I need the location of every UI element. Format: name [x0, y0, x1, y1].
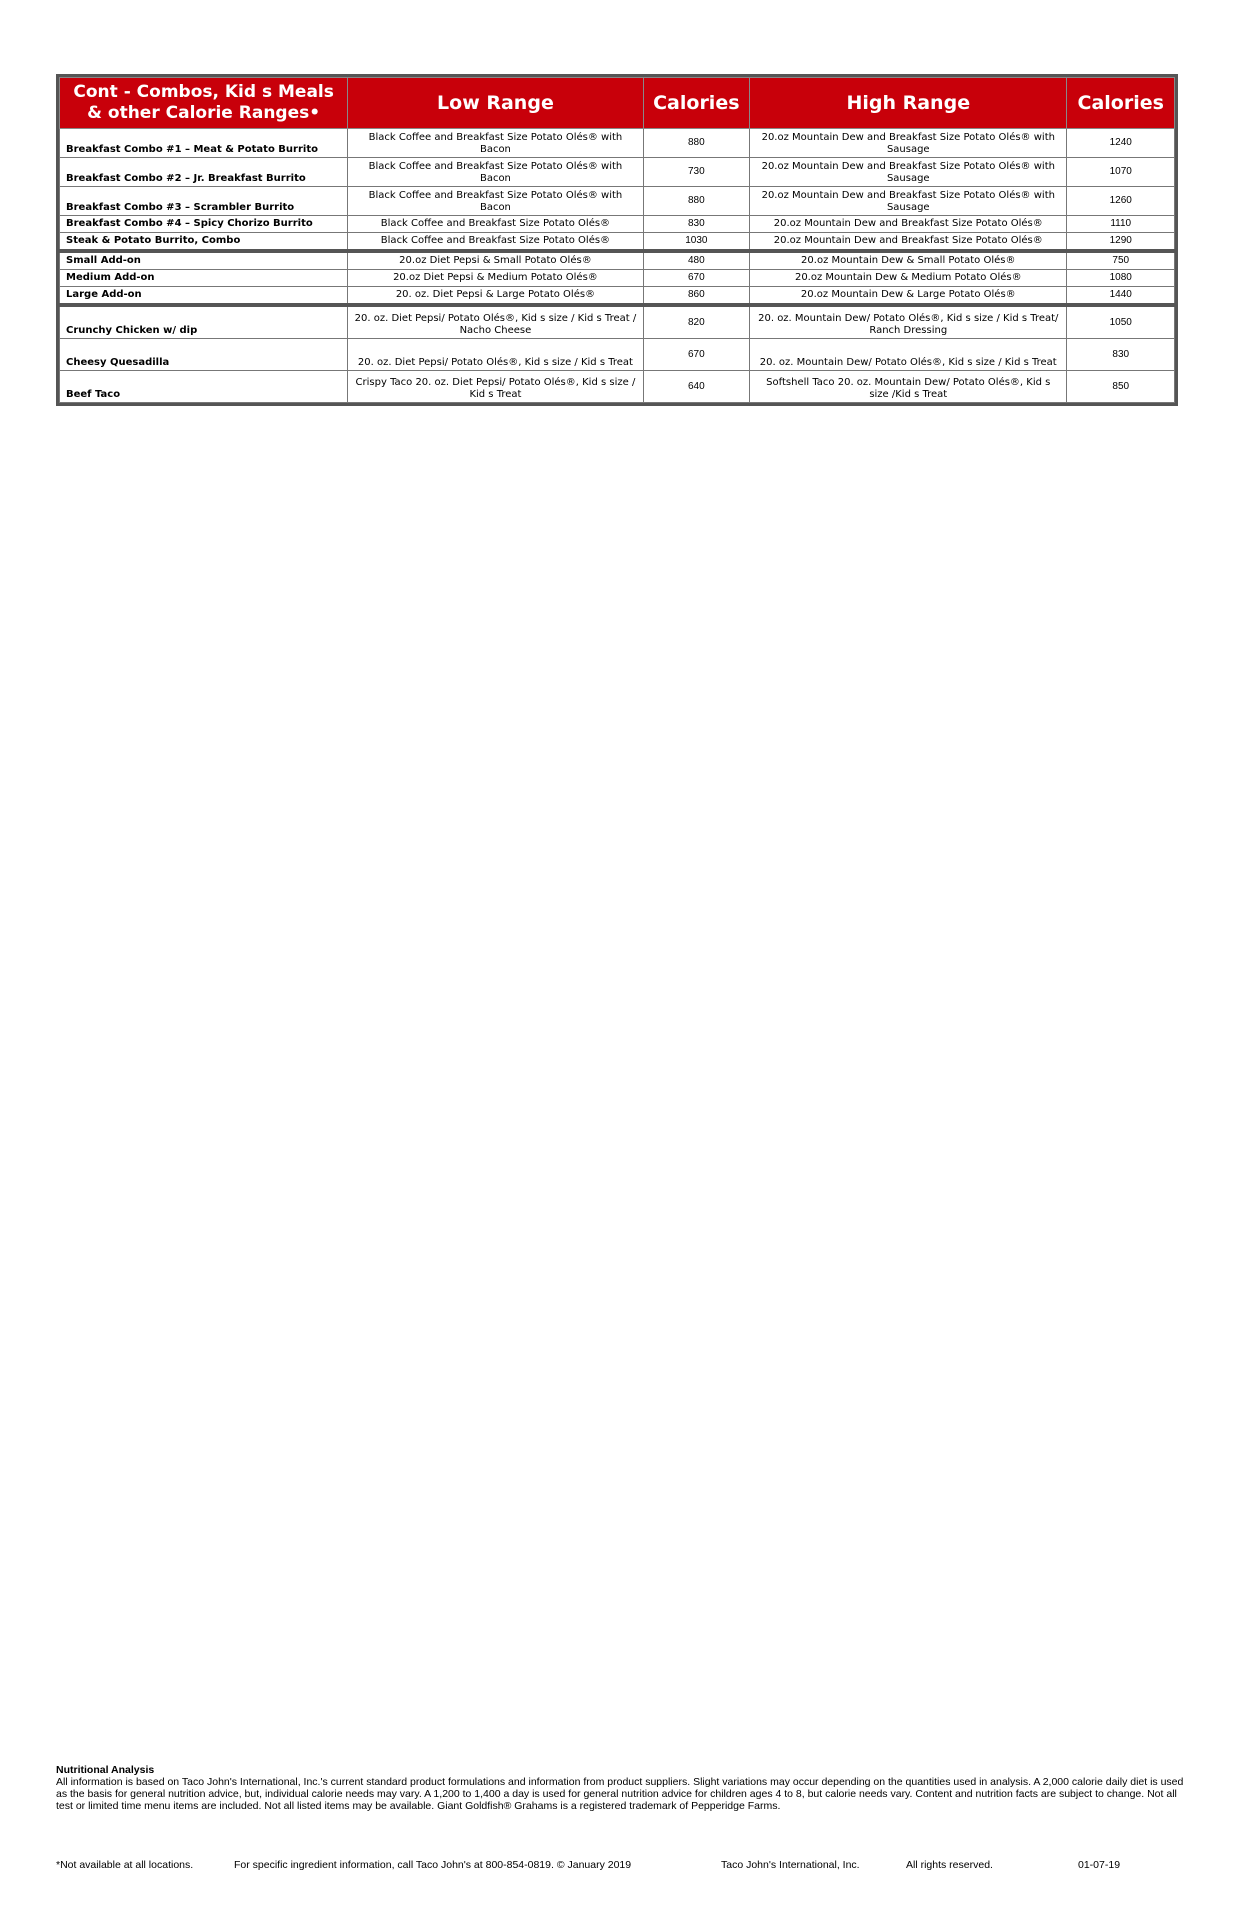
low-calories: 880: [643, 129, 749, 158]
low-calories: 480: [643, 251, 749, 270]
low-range-combo: Black Coffee and Breakfast Size Potato Olés®: [348, 233, 643, 252]
table-row: [60, 158, 1175, 187]
calorie-ranges-table: [59, 77, 1175, 403]
calorie-table-wrapper: [56, 74, 1178, 406]
header-high-calories: Calories: [1067, 78, 1175, 129]
item-name: Breakfast Combo #3 – Scrambler Burrito: [60, 187, 348, 216]
high-calories: 750: [1067, 251, 1175, 270]
high-range-combo: 20.oz Mountain Dew & Small Potato Olés®: [750, 251, 1067, 270]
low-range-combo: Black Coffee and Breakfast Size Potato Olés® with Bacon: [348, 187, 643, 216]
bottom-info-line: [56, 1859, 1166, 1871]
high-calories: 1240: [1067, 129, 1175, 158]
high-calories: 1070: [1067, 158, 1175, 187]
header-low-range: Low Range: [348, 78, 643, 129]
item-name: Cheesy Quesadilla: [60, 339, 348, 371]
low-range-combo: 20. oz. Diet Pepsi & Large Potato Olés®: [348, 287, 643, 306]
low-calories: 830: [643, 216, 749, 233]
table-header-row: [60, 78, 1175, 129]
low-range-combo: 20.oz Diet Pepsi & Medium Potato Olés®: [348, 270, 643, 287]
high-calories: 850: [1067, 371, 1175, 403]
high-calories: 1050: [1067, 305, 1175, 339]
footer-title: Nutritional Analysis: [56, 1764, 155, 1776]
low-range-combo: Black Coffee and Breakfast Size Potato Olés® with Bacon: [348, 158, 643, 187]
table-row: [60, 339, 1175, 371]
low-calories: 860: [643, 287, 749, 306]
low-calories: 880: [643, 187, 749, 216]
high-range-combo: 20.oz Mountain Dew and Breakfast Size Potato Olés®: [750, 233, 1067, 252]
high-range-combo: 20. oz. Mountain Dew/ Potato Olés®, Kid s size / Kid s Treat/ Ranch Dressing: [750, 305, 1067, 339]
high-range-combo: 20.oz Mountain Dew & Large Potato Olés®: [750, 287, 1067, 306]
low-calories: 640: [643, 371, 749, 403]
footer-disclaimer: All information is based on Taco John's International, Inc.'s current standard product formulations and information from product suppliers. Slight variations may occur depending on the quantities used in analysis. A 2,000 calorie daily diet is used as the basis for general nutrition advice, but, individual calorie needs may vary. A 1,200 to 1,400 a day is used for general nutrition advice for children ages 4 to 8, but calorie needs vary. Content and nutrition facts are subject to change. Not all test or limited time menu items are included. Not all listed items may be available. Giant Goldfish® Grahams is a registered trademark of Pepperidge Farms.: [56, 1776, 1184, 1812]
rights-reserved: All rights reserved.: [906, 1859, 993, 1871]
low-calories: 1030: [643, 233, 749, 252]
high-range-combo: Softshell Taco 20. oz. Mountain Dew/ Potato Olés®, Kid s size /Kid s Treat: [750, 371, 1067, 403]
high-calories: 1440: [1067, 287, 1175, 306]
high-calories: 1260: [1067, 187, 1175, 216]
table-row: [60, 371, 1175, 403]
header-item: [60, 78, 348, 129]
low-calories: 820: [643, 305, 749, 339]
item-name: Beef Taco: [60, 371, 348, 403]
high-range-combo: 20.oz Mountain Dew & Medium Potato Olés®: [750, 270, 1067, 287]
high-calories: 1290: [1067, 233, 1175, 252]
low-calories: 730: [643, 158, 749, 187]
high-range-combo: 20.oz Mountain Dew and Breakfast Size Potato Olés® with Sausage: [750, 187, 1067, 216]
low-range-combo: 20.oz Diet Pepsi & Small Potato Olés®: [348, 251, 643, 270]
low-calories: 670: [643, 270, 749, 287]
low-range-combo: Black Coffee and Breakfast Size Potato Olés® with Bacon: [348, 129, 643, 158]
nutritional-analysis-footer: [56, 1764, 1186, 1812]
item-name: Steak & Potato Burrito, Combo: [60, 233, 348, 252]
table-row: [60, 251, 1175, 270]
high-calories: 1080: [1067, 270, 1175, 287]
ingredient-info: For specific ingredient information, call Taco John's at 800-854-0819. © January 2019: [234, 1859, 632, 1871]
header-item-line1: Cont - Combos, Kid s Meals: [73, 82, 334, 102]
low-range-combo: Black Coffee and Breakfast Size Potato Olés®: [348, 216, 643, 233]
low-calories: 670: [643, 339, 749, 371]
item-name: Breakfast Combo #4 – Spicy Chorizo Burrito: [60, 216, 348, 233]
high-calories: 1110: [1067, 216, 1175, 233]
header-item-line2: & other Calorie Ranges•: [87, 103, 321, 123]
high-range-combo: 20.oz Mountain Dew and Breakfast Size Potato Olés® with Sausage: [750, 129, 1067, 158]
header-low-calories: Calories: [643, 78, 749, 129]
item-name: Medium Add-on: [60, 270, 348, 287]
high-range-combo: 20.oz Mountain Dew and Breakfast Size Potato Olés® with Sausage: [750, 158, 1067, 187]
header-high-range: High Range: [750, 78, 1067, 129]
table-row: [60, 216, 1175, 233]
item-name: Breakfast Combo #2 – Jr. Breakfast Burrito: [60, 158, 348, 187]
item-name: Breakfast Combo #1 – Meat & Potato Burrito: [60, 129, 348, 158]
item-name: Small Add-on: [60, 251, 348, 270]
table-row: [60, 305, 1175, 339]
low-range-combo: Crispy Taco 20. oz. Diet Pepsi/ Potato Olés®, Kid s size / Kid s Treat: [348, 371, 643, 403]
high-calories: 830: [1067, 339, 1175, 371]
high-range-combo: 20. oz. Mountain Dew/ Potato Olés®, Kid s size / Kid s Treat: [750, 339, 1067, 371]
table-row: [60, 187, 1175, 216]
table-row: [60, 233, 1175, 252]
item-name: Crunchy Chicken w/ dip: [60, 305, 348, 339]
high-range-combo: 20.oz Mountain Dew and Breakfast Size Potato Olés®: [750, 216, 1067, 233]
low-range-combo: 20. oz. Diet Pepsi/ Potato Olés®, Kid s size / Kid s Treat: [348, 339, 643, 371]
availability-note: *Not available at all locations.: [56, 1859, 194, 1871]
low-range-combo: 20. oz. Diet Pepsi/ Potato Olés®, Kid s size / Kid s Treat / Nacho Cheese: [348, 305, 643, 339]
item-name: Large Add-on: [60, 287, 348, 306]
company-name: Taco John's International, Inc.: [721, 1859, 860, 1871]
document-code: 01-07-19: [1078, 1859, 1121, 1871]
table-row: [60, 287, 1175, 306]
table-row: [60, 129, 1175, 158]
table-row: [60, 270, 1175, 287]
